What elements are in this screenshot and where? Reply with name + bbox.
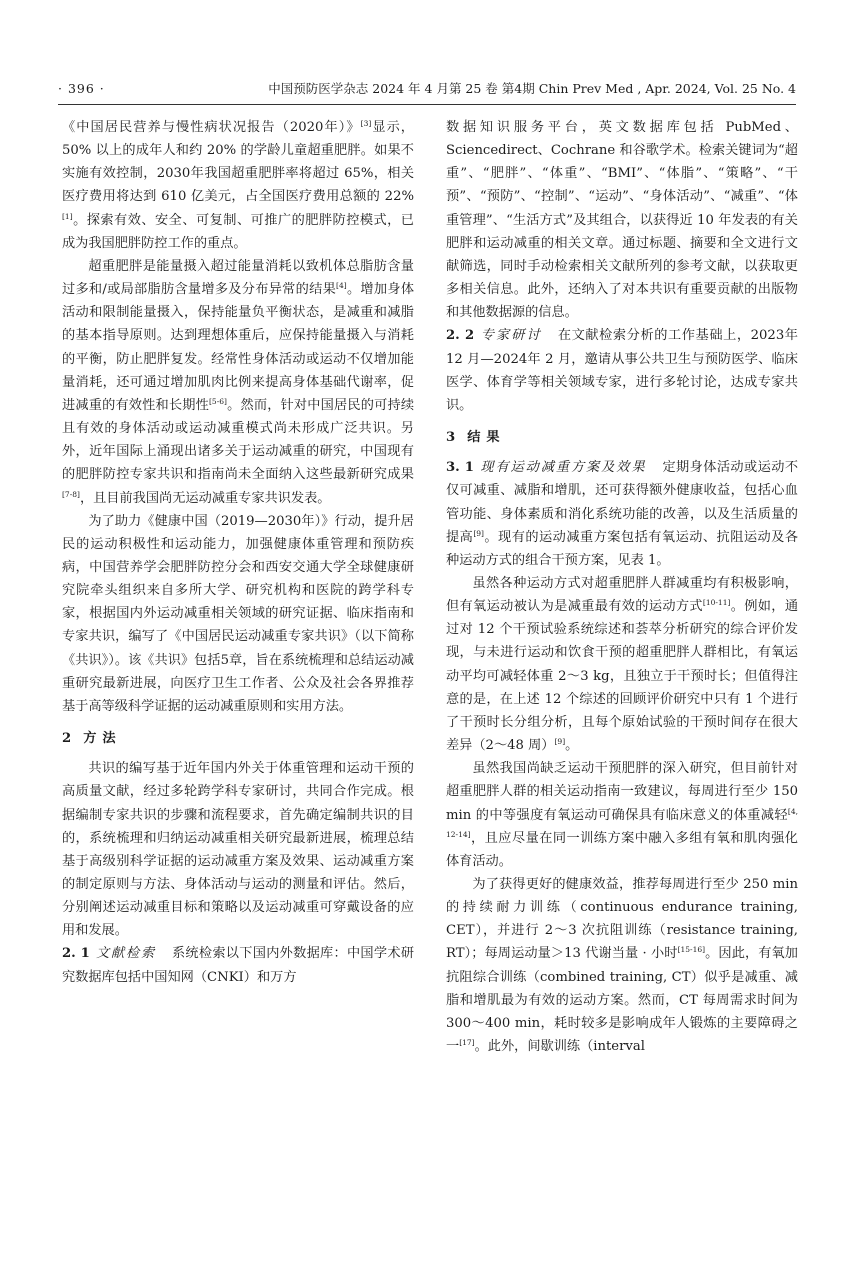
journal-running-title: 中国预防医学杂志 2024 年 4 月第 25 卷 第4期 Chin Prev Med , Apr. 2024, Vol. 25 No. 4 — [268, 81, 796, 96]
subsection-title: 专家研讨 — [480, 328, 542, 344]
subsection-title: 文献检索 — [95, 946, 156, 962]
paragraph-guideline-recommendation: 虽然我国尚缺乏运动干预肥胖的深入研究，但目前针对超重肥胖人群的相关运动指南一致建议，每周进行至少 150 min 的中等强度有氧运动可确保具有临床意义的体重减轻[4, 12-14]，且应尽量在同一训练方案中融入多组有氧和肌肉强化体育活动。 — [446, 761, 798, 869]
citation[interactable]: [9] — [473, 528, 484, 538]
left-column — [62, 116, 414, 989]
citation[interactable]: [4, 12-14] — [446, 806, 798, 839]
paragraph-aerobic-exercise: 虽然各种运动方式对超重肥胖人群减重均有积极影响，但有氧运动被认为是减重最有效的运动方式[10-11]。例如，通过对 12 个干预试验系统综述和荟萃分析研究的综合评价发现，与未进行运动和饮食干预的超重肥胖人群相比，有氧运动平均可减轻体重 2～3 kg，且独立于干预时长；但值得注意的是，在上述 12 个综述的回顾评价研究中只有 1 个进行了干预时长分组分析，且每个原始试验的干预时间存在很大差异（2～48 周）[9]。 — [446, 575, 799, 754]
paragraph-methods: 共识的编写基于近年国内外关于体重管理和运动干预的高质量文献，经过多轮跨学科专家研讨，共同合作完成。根据编制专家共识的步骤和流程要求，首先确定编制共识的目的，系统梳理和归纳运动减重相关研究最新进展，梳理总结基于高级别科学证据的运动减重方案及效果、运动减重方案的制定原则与方法、身体活动与运动的测量和评估。然后，分别阐述运动减重目标和策略以及运动减重可穿戴设备的应用和发展。 — [62, 761, 414, 939]
citation[interactable]: [3] — [360, 119, 372, 128]
citation[interactable]: [9] — [554, 737, 566, 747]
running-header — [58, 78, 796, 100]
header-rule — [58, 104, 796, 105]
citation[interactable]: [4] — [336, 281, 347, 291]
subsection-title: 现有运动减重方案及效果 — [479, 460, 647, 476]
subsection-expert-discussion: 2. 2 专家研讨 在文献检索分析的工作基础上，2023年 12 月—2024年 2 月，邀请从事公共卫生与预防医学、临床医学、体育学等相关领域专家，进行多轮讨论，达成专家共识。 — [446, 328, 798, 413]
right-column — [446, 116, 798, 1058]
subsection-exercise-programs: 3. 1 现有运动减重方案及效果 定期身体活动或运动不仅可减重、减脂和增肌，还可获得额外健康收益，包括心血管功能、身体素质和消化系统功能的改善，以及生活质量的提高[9]。现有的运动减重方案包括有氧运动、抗阻运动及各种运动方式的组合干预方案，见表 1。 — [446, 460, 799, 568]
paragraph-consensus-purpose: 为了助力《健康中国（2019—2030年）》行动，提升居民的运动积极性和运动能力，加强健康体重管理和预防疾病，中国营养学会肥胖防控分会和西安交通大学全球健康研究院牵头组织来自多所大学、研究机构和医院的跨学科专家，根据国内外运动减重相关领域的研究证据、临床指南和专家共识，编写了《中国居民运动减重专家共识》（以下简称《共识》）。该《共识》包括5章，旨在系统梳理和总结运动减重研究最新进展，向医疗卫生工作者、公众及社会各界推荐基于高等级科学证据的运动减重原则和实用方法。 — [62, 513, 414, 714]
citation[interactable]: [17] — [459, 1038, 475, 1048]
subsection-literature-search: 2. 1 文献检索 系统检索以下国内外数据库：中国学术研究数据库包括中国知网（CNKI）和万方 — [62, 946, 415, 985]
paragraph-obesity-definition: 超重肥胖是能量摄入超过能量消耗以致机体总脂肪含量过多和/或局部脂肪含量增多及分布异常的结果[4]。增加身体活动和限制能量摄入，保持能量负平衡状态，是减重和减脂的基本指导原则。达到理想体重后，应保持能量摄入与消耗的平衡，防止肥胖复发。经常性身体活动或运动不仅增加能量消耗，还可通过增加肌肉比例来提高身体基础代谢率，促进减重的有效性和长期性[5-6]。然而，针对中国居民的可持续且有效的身体活动或运动减重模式尚未形成广泛共识。另外，近年国际上涌现出诸多关于运动减重的研究，中国现有的肥胖防控专家共识和指南尚未全面纳入这些最新研究成果[7-8]，且目前我国尚无运动减重专家共识发表。 — [62, 258, 415, 506]
page-number: · 396 · — [58, 81, 105, 96]
paragraph-search-databases: 数据知识服务平台，英文数据库包括 PubMed、Sciencedirect、Cochrane 和谷歌学术。检索关键词为“超重”、“肥胖”、“体重”、“BMI”、“体脂”、“策略”、“干预”、“预防”、“控制”、“运动”、“身体活动”、“减重”、“体重管理”、“生活方式”及其组合，以获得近 10 年发表的有关肥胖和运动减重的相关文章。通过标题、摘要和全文进行文献筛选，同时手动检索相关文献所列的参考文献，以获取更多相关信息。此外，还纳入了对本共识有重要贡献的出版物和其他数据源的信息。 — [446, 120, 798, 321]
section-heading-results: 3 结果 — [446, 430, 506, 446]
section-heading-methods: 2 方法 — [62, 731, 122, 747]
citation[interactable]: [7-8] — [62, 489, 80, 499]
citation[interactable]: [10-11] — [702, 598, 731, 608]
citation[interactable]: [15-16] — [677, 945, 706, 955]
paragraph-obesity-statistics: 《中国居民营养与慢性病状况报告（2020年）》[3]显示，50% 以上的成年人和约 20% 的学龄儿童超重肥胖。如果不实施有效控制，2030年我国超重肥胖率将超过 65%，相关医疗费用将达到 610 亿美元，占全国医疗费用总额的 22%[1]。探索有效、安全、可复制、可推广的肥胖防控模式，已成为我国肥胖防控工作的重点。 — [62, 119, 414, 251]
paragraph-combined-training: 为了获得更好的健康效益，推荐每周进行至少 250 min 的持续耐力训练（continuous endurance training, CET），并进行 2～3 次抗阻训练（resistance training, RT）；每周运动量＞13 代谢当量 · 小时[15-16]。因此，有氧加抗阻综合训练（combined training, CT）似乎是减重、减脂和增肌最为有效的运动方案。然而，CT 每周需求时间为 300～400 min，耗时较多是影响成年人锻炼的主要障碍之一[17]。此外，间歇训练（interval — [446, 877, 798, 1055]
citation[interactable]: [1] — [62, 211, 73, 221]
citation[interactable]: [5-6] — [209, 396, 227, 406]
